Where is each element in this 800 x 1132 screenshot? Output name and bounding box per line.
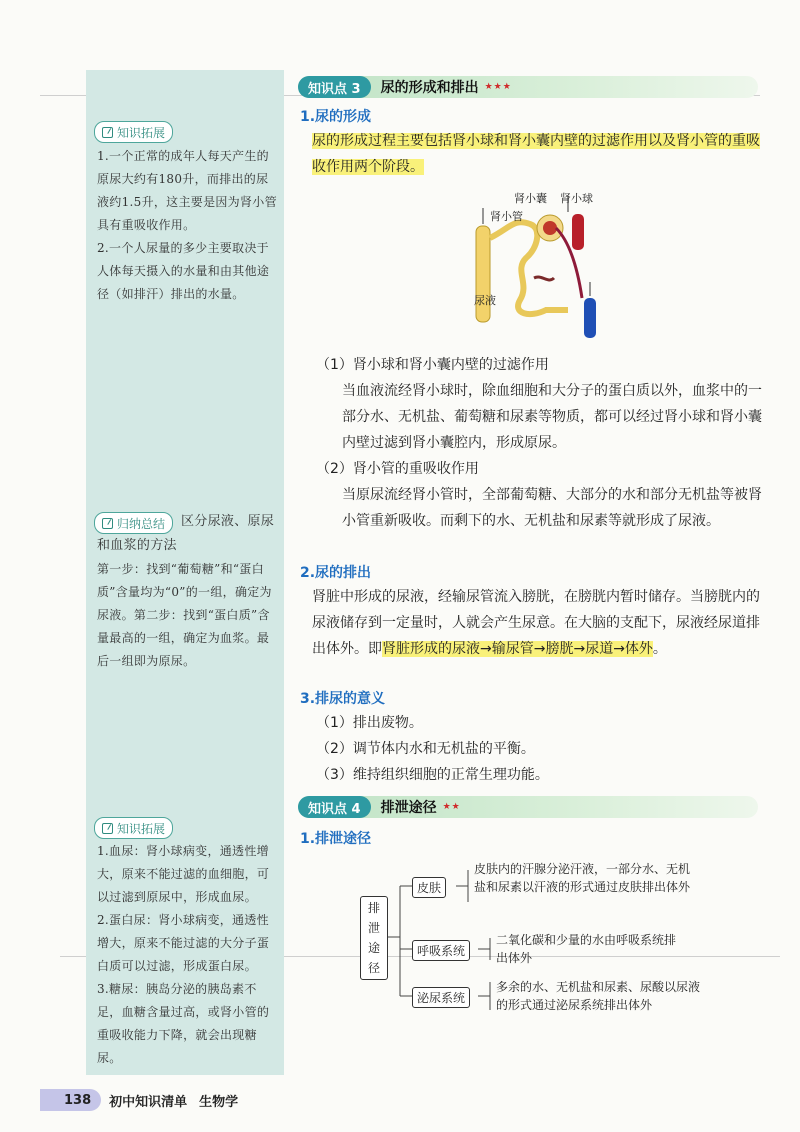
intro-paragraph <box>312 128 762 180</box>
book-title: 初中知识清单 <box>109 1094 188 1110</box>
subheading-reabsorption: （2）肾小管的重吸收作用 <box>316 461 479 477</box>
skin-description: 皮肤内的汗腺分泌汗液，一部分水、无机盐和尿素以汗液的形式通过皮肤排出体外 <box>474 862 691 894</box>
root-char: 径 <box>367 961 380 975</box>
knowledge-expand-tag-2 <box>94 817 173 839</box>
label-urine: 尿液 <box>474 294 496 307</box>
heading-excretion-pathways: 1.排泄途径 <box>300 831 372 847</box>
branch-respiratory: 呼吸系统 <box>412 940 470 961</box>
excretion-tree <box>360 856 780 1016</box>
kp4-title: 排泄途径 <box>380 800 437 816</box>
pencil-note-icon <box>102 127 113 138</box>
subject-title: 生物学 <box>199 1094 239 1110</box>
page-number: 138 <box>40 1089 101 1111</box>
nephron-illustration <box>450 188 620 348</box>
subheading-filtration: （1）肾小球和肾小囊内壁的过滤作用 <box>316 357 549 373</box>
kp3-banner <box>298 76 758 98</box>
note-item: 1.血尿：肾小球病变，通透性增大，原来不能过滤的血细胞，可以过滤到原尿中，形成血尿。 <box>97 844 270 904</box>
root-char: 排 <box>367 901 380 915</box>
tag-label: 归纳总结 <box>117 516 166 531</box>
kp3-pill: 知识点 3 <box>298 76 371 98</box>
knowledge-expand-tag <box>94 121 173 143</box>
note-item: 2.一个人尿量的多少主要取决于人体每天摄入的水量和由其他途径（如排汗）排出的水量。 <box>97 241 270 301</box>
urinary-description: 多余的水、无机盐和尿素、尿酸以尿液的形式通过泌尿系统排出体外 <box>496 980 701 1012</box>
branch-urinary: 泌尿系统 <box>412 987 470 1008</box>
sidebar-note-1 <box>97 145 277 306</box>
sidebar-note-2: 第一步：找到“葡萄糖”和“蛋白质”含量均为“0”的一组，确定为尿液。第二步：找到“蛋白质”含量最高的一组，确定为血浆。最后一组即为原尿。 <box>97 562 272 668</box>
kp3-stars: ★★★ <box>484 82 512 92</box>
root-char: 途 <box>367 941 380 955</box>
respiratory-description: 二氧化碳和少量的水由呼吸系统排出体外 <box>496 933 677 965</box>
reabsorption-text: 当原尿流经肾小管时，全部葡萄糖、大部分的水和部分无机盐等被肾小管重新吸收。而剩下的水、无机盐和尿素等就形成了尿液。 <box>342 487 762 529</box>
heading-urination-significance: 3.排尿的意义 <box>300 691 386 707</box>
excretion-text: 肾脏中形成的尿液，经输尿管流入膀胱，在膀胱内暂时储存。当膀胱内的尿液储存到一定量时，人就会产生尿意。在大脑的支配下，尿液经尿道排出体外。即 <box>312 589 760 657</box>
kp4-banner <box>298 796 758 818</box>
significance-item-1: （1）排出废物。 <box>316 715 423 731</box>
note-item: 1.一个正常的成年人每天产生的原尿大约有180升，而排出的尿液约1.5升，这主要是因为肾小管具有重吸收作用。 <box>97 149 277 232</box>
note-item: 3.糖尿：胰岛分泌的胰岛素不足，血糖含量过高，或肾小管的重吸收能力下降，就会出现糖尿。 <box>97 982 270 1065</box>
label-renal-tubule: 肾小管 <box>490 210 523 223</box>
excretion-path-highlight: 肾脏形成的尿液→输尿管→膀胱→尿道→体外 <box>382 641 653 657</box>
excretion-paragraph <box>312 584 762 662</box>
root-box <box>360 896 388 980</box>
heading-urine-excretion: 2.尿的排出 <box>300 565 372 581</box>
summary-heading: 区分尿液、原尿和血浆的方法 <box>97 514 275 553</box>
page-footer <box>40 1088 238 1112</box>
filtration-text: 当血液流经肾小球时，除血细胞和大分子的蛋白质以外，血浆中的一部分水、无机盐、葡萄糖和尿素等物质，都可以经过肾小球和肾小囊内壁过滤到肾小囊腔内，形成原尿。 <box>342 383 762 451</box>
nephron-diagram <box>450 188 620 348</box>
excretion-end: 。 <box>652 641 667 657</box>
branch-skin: 皮肤 <box>412 877 446 898</box>
significance-item-3: （3）维持组织细胞的正常生理功能。 <box>316 767 549 783</box>
sidebar-note-3 <box>97 840 277 1070</box>
tag-label: 知识拓展 <box>117 125 166 140</box>
kp3-title: 尿的形成和排出 <box>380 80 479 96</box>
label-glomerulus: 肾小球 <box>560 192 593 205</box>
note-item: 2.蛋白尿：肾小球病变，通透性增大，原来不能过滤的大分子蛋白质可以过滤，形成蛋白尿。 <box>97 913 270 973</box>
label-renal-capsule: 肾小囊 <box>514 192 547 205</box>
significance-item-2: （2）调节体内水和无机盐的平衡。 <box>316 741 535 757</box>
heading-urine-formation: 1.尿的形成 <box>300 109 372 125</box>
intro-highlight: 尿的形成过程主要包括肾小球和肾小囊内壁的过滤作用以及肾小管的重吸收作用两个阶段。 <box>312 133 760 175</box>
root-char: 泄 <box>367 921 380 935</box>
kp4-stars: ★★ <box>442 802 461 812</box>
pencil-note-icon <box>102 823 113 834</box>
kp4-pill: 知识点 4 <box>298 796 371 818</box>
tag-label: 知识拓展 <box>117 821 166 836</box>
